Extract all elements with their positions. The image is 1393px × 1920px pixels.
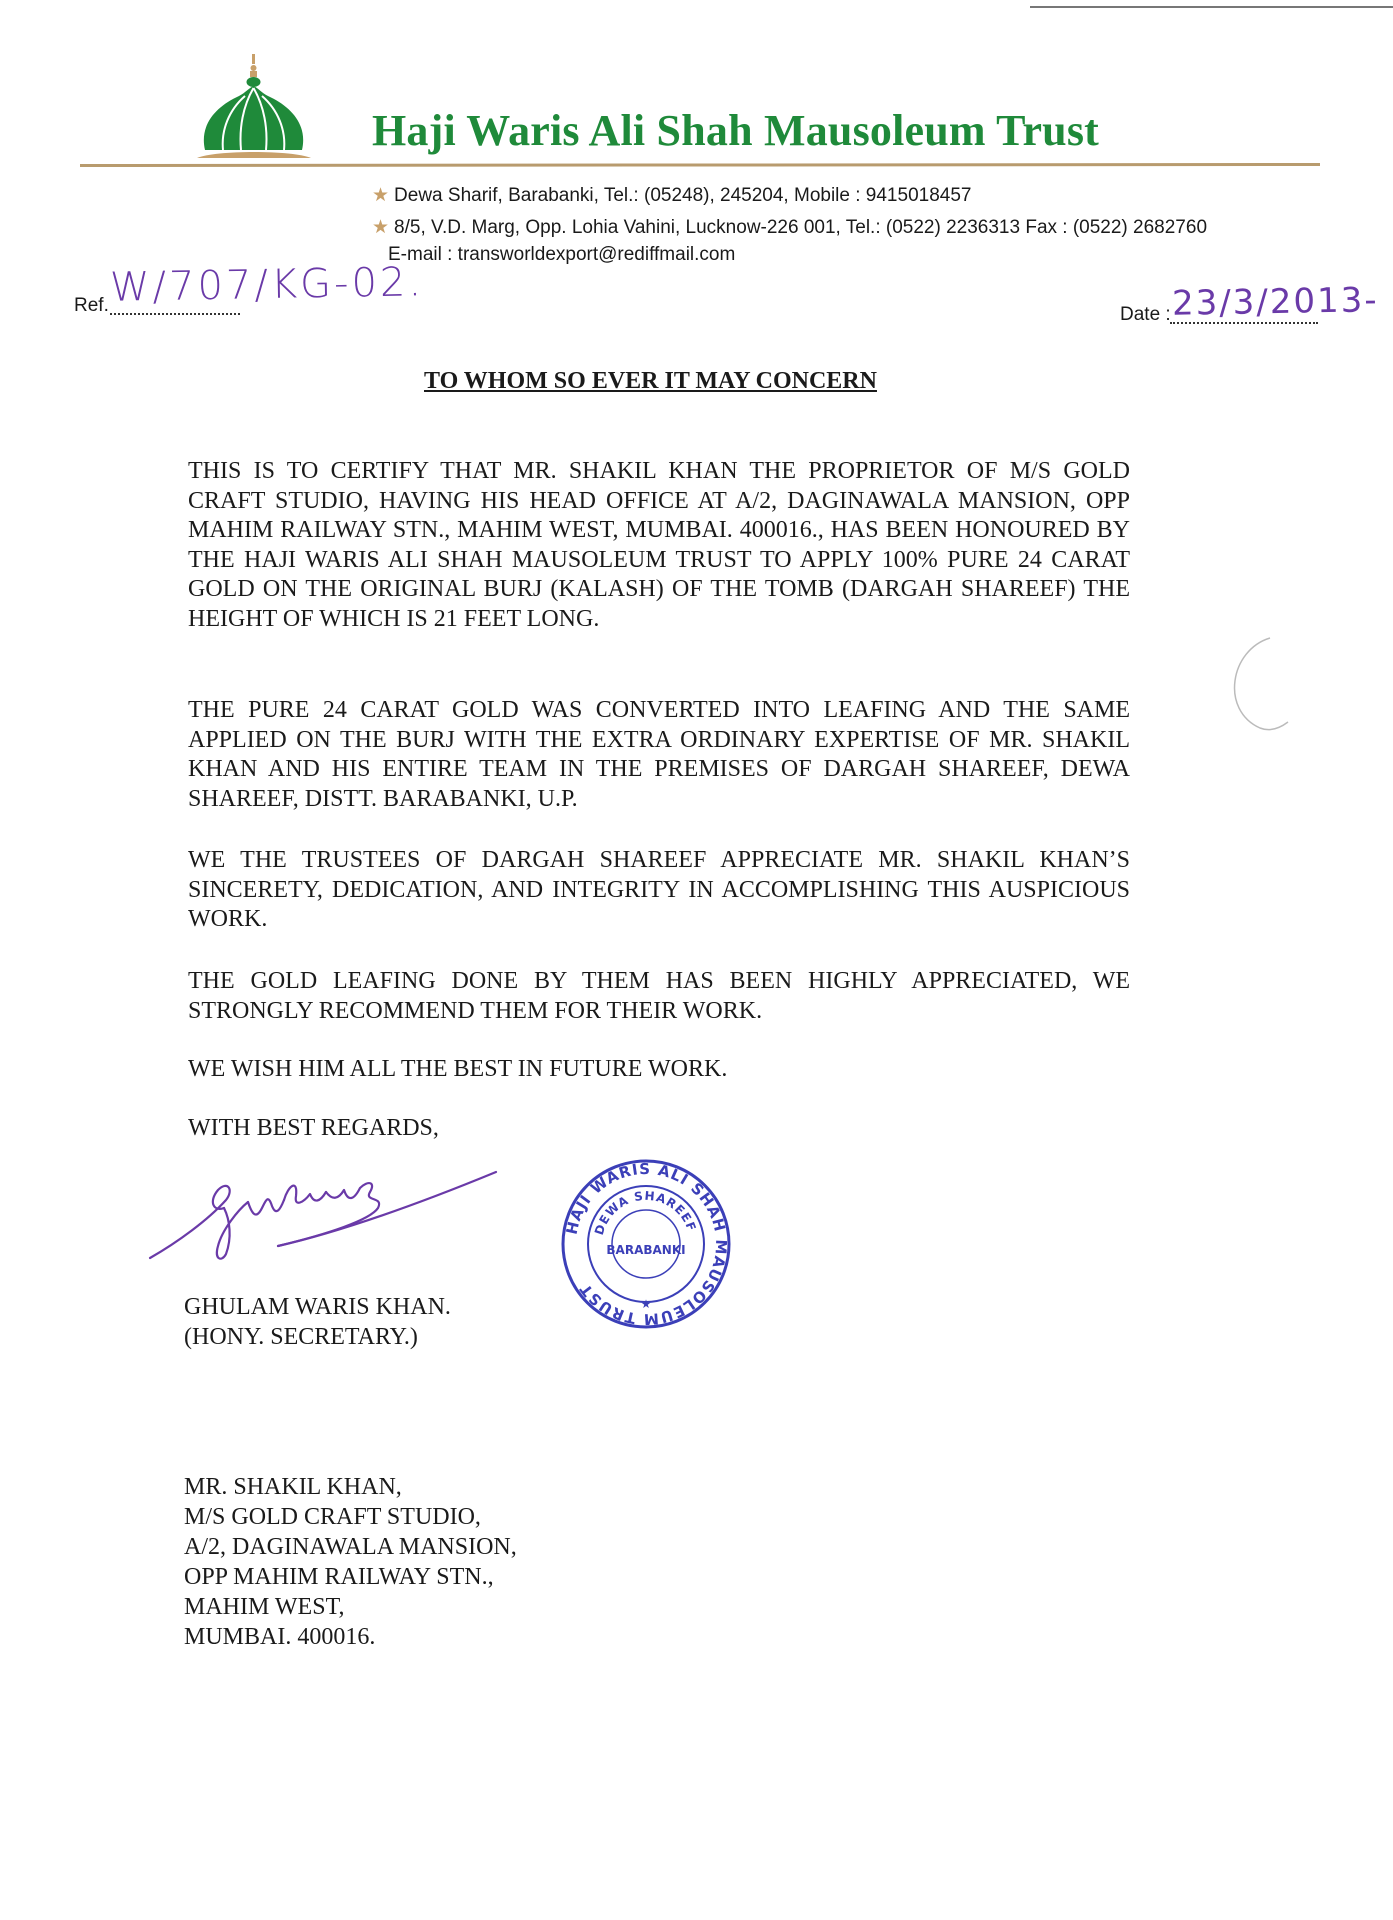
star-icon: ★ xyxy=(372,185,390,206)
letterhead-rule xyxy=(80,160,1320,170)
signer-name: GHULAM WARIS KHAN. xyxy=(184,1294,451,1320)
address-line-2 xyxy=(372,216,1207,239)
date-label: Date : xyxy=(1120,304,1171,325)
addressee-line: MR. SHAKIL KHAN, xyxy=(184,1474,402,1500)
star-icon: ★ xyxy=(372,217,390,238)
address-line-1-text: Dewa Sharif, Barabanki, Tel.: (05248), 245204, Mobile : 9415018457 xyxy=(394,185,972,206)
dome-icon xyxy=(195,52,313,164)
email-line: E-mail : transworldexport@rediffmail.com xyxy=(388,244,736,265)
addressee-line: OPP MAHIM RAILWAY STN., xyxy=(184,1564,494,1590)
scan-mark xyxy=(1210,630,1290,740)
address-line-1 xyxy=(372,184,971,207)
closing-regards: WITH BEST REGARDS, xyxy=(188,1115,439,1141)
signer-title: (HONY. SECRETARY.) xyxy=(184,1324,418,1350)
stamp-outer-text: HAJI WARIS ALI SHAH MAUSOLEUM TRUST xyxy=(562,1159,731,1329)
body-paragraph-2: THE PURE 24 CARAT GOLD WAS CONVERTED INTO LEAFING AND THE SAME APPLIED ON THE BURJ WITH THE EXTRA ORDINARY EXPERTISE OF MR. SHAKIL KHAN AND HIS ENTIRE TEAM IN THE PREMISES OF DARGAH SHAREEF, DEWA SHAREEF, DISTT. BARABANKI, U.P. xyxy=(188,697,1130,812)
closing-wish: WE WISH HIM ALL THE BEST IN FUTURE WORK. xyxy=(188,1056,728,1082)
date-handwritten: 23/3/2013- xyxy=(1171,280,1379,324)
star-icon: ★ xyxy=(640,1297,652,1311)
body-paragraph-1: THIS IS TO CERTIFY THAT MR. SHAKIL KHAN THE PROPRIETOR OF M/S GOLD CRAFT STUDIO, HAVING HIS HEAD OFFICE AT A/2, DAGINAWALA MANSION, OPP MAHIM RAILWAY STN., MAHIM WEST, MUMBAI. 400016., HAS BEEN HONOURED BY THE HAJI WARIS ALI SHAH MAUSOLEUM TRUST TO APPLY 100% PURE 24 CARAT GOLD ON THE ORIGINAL BURJ (KALASH) OF THE TOMB (DARGAH SHAREEF) THE HEIGHT OF WHICH IS 21 FEET LONG. xyxy=(188,458,1130,632)
org-name: Haji Waris Ali Shah Mausoleum Trust xyxy=(372,106,1100,155)
svg-text:DEWA SHAREEF xyxy=(592,1189,699,1237)
address-line-2-text: 8/5, V.D. Marg, Opp. Lohia Vahini, Lucknow-226 001, Tel.: (0522) 2236313 Fax : (0522) 2682760 xyxy=(394,217,1208,238)
trust-seal-stamp xyxy=(560,1158,732,1330)
stamp-inner-text: DEWA SHAREEF xyxy=(591,1188,699,1237)
body-paragraph-4: THE GOLD LEAFING DONE BY THEM HAS BEEN HIGHLY APPRECIATED, WE STRONGLY RECOMMEND THEM FOR THEIR WORK. xyxy=(188,968,1130,1024)
letter-heading: TO WHOM SO EVER IT MAY CONCERN xyxy=(424,368,877,394)
addressee-line: MAHIM WEST, xyxy=(184,1594,345,1620)
addressee-block xyxy=(184,1472,517,1652)
addressee-line: A/2, DAGINAWALA MANSION, xyxy=(184,1534,517,1560)
stamp-center-text: BARABANKI xyxy=(606,1243,686,1257)
scan-edge-line xyxy=(1030,6,1393,8)
ref-handwritten: W/707/KG-02. xyxy=(109,259,425,311)
addressee-line: M/S GOLD CRAFT STUDIO, xyxy=(184,1504,481,1530)
ref-label: Ref. xyxy=(74,295,109,316)
ref-dotted-line xyxy=(110,313,240,315)
handwritten-signature xyxy=(148,1150,498,1270)
body-paragraph-3: WE THE TRUSTEES OF DARGAH SHAREEF APPRECIATE MR. SHAKIL KHAN’S SINCERETY, DEDICATION, AND INTEGRITY IN ACCOMPLISHING THIS AUSPICIOUS WORK. xyxy=(188,847,1130,933)
addressee-line: MUMBAI. 400016. xyxy=(184,1624,376,1650)
